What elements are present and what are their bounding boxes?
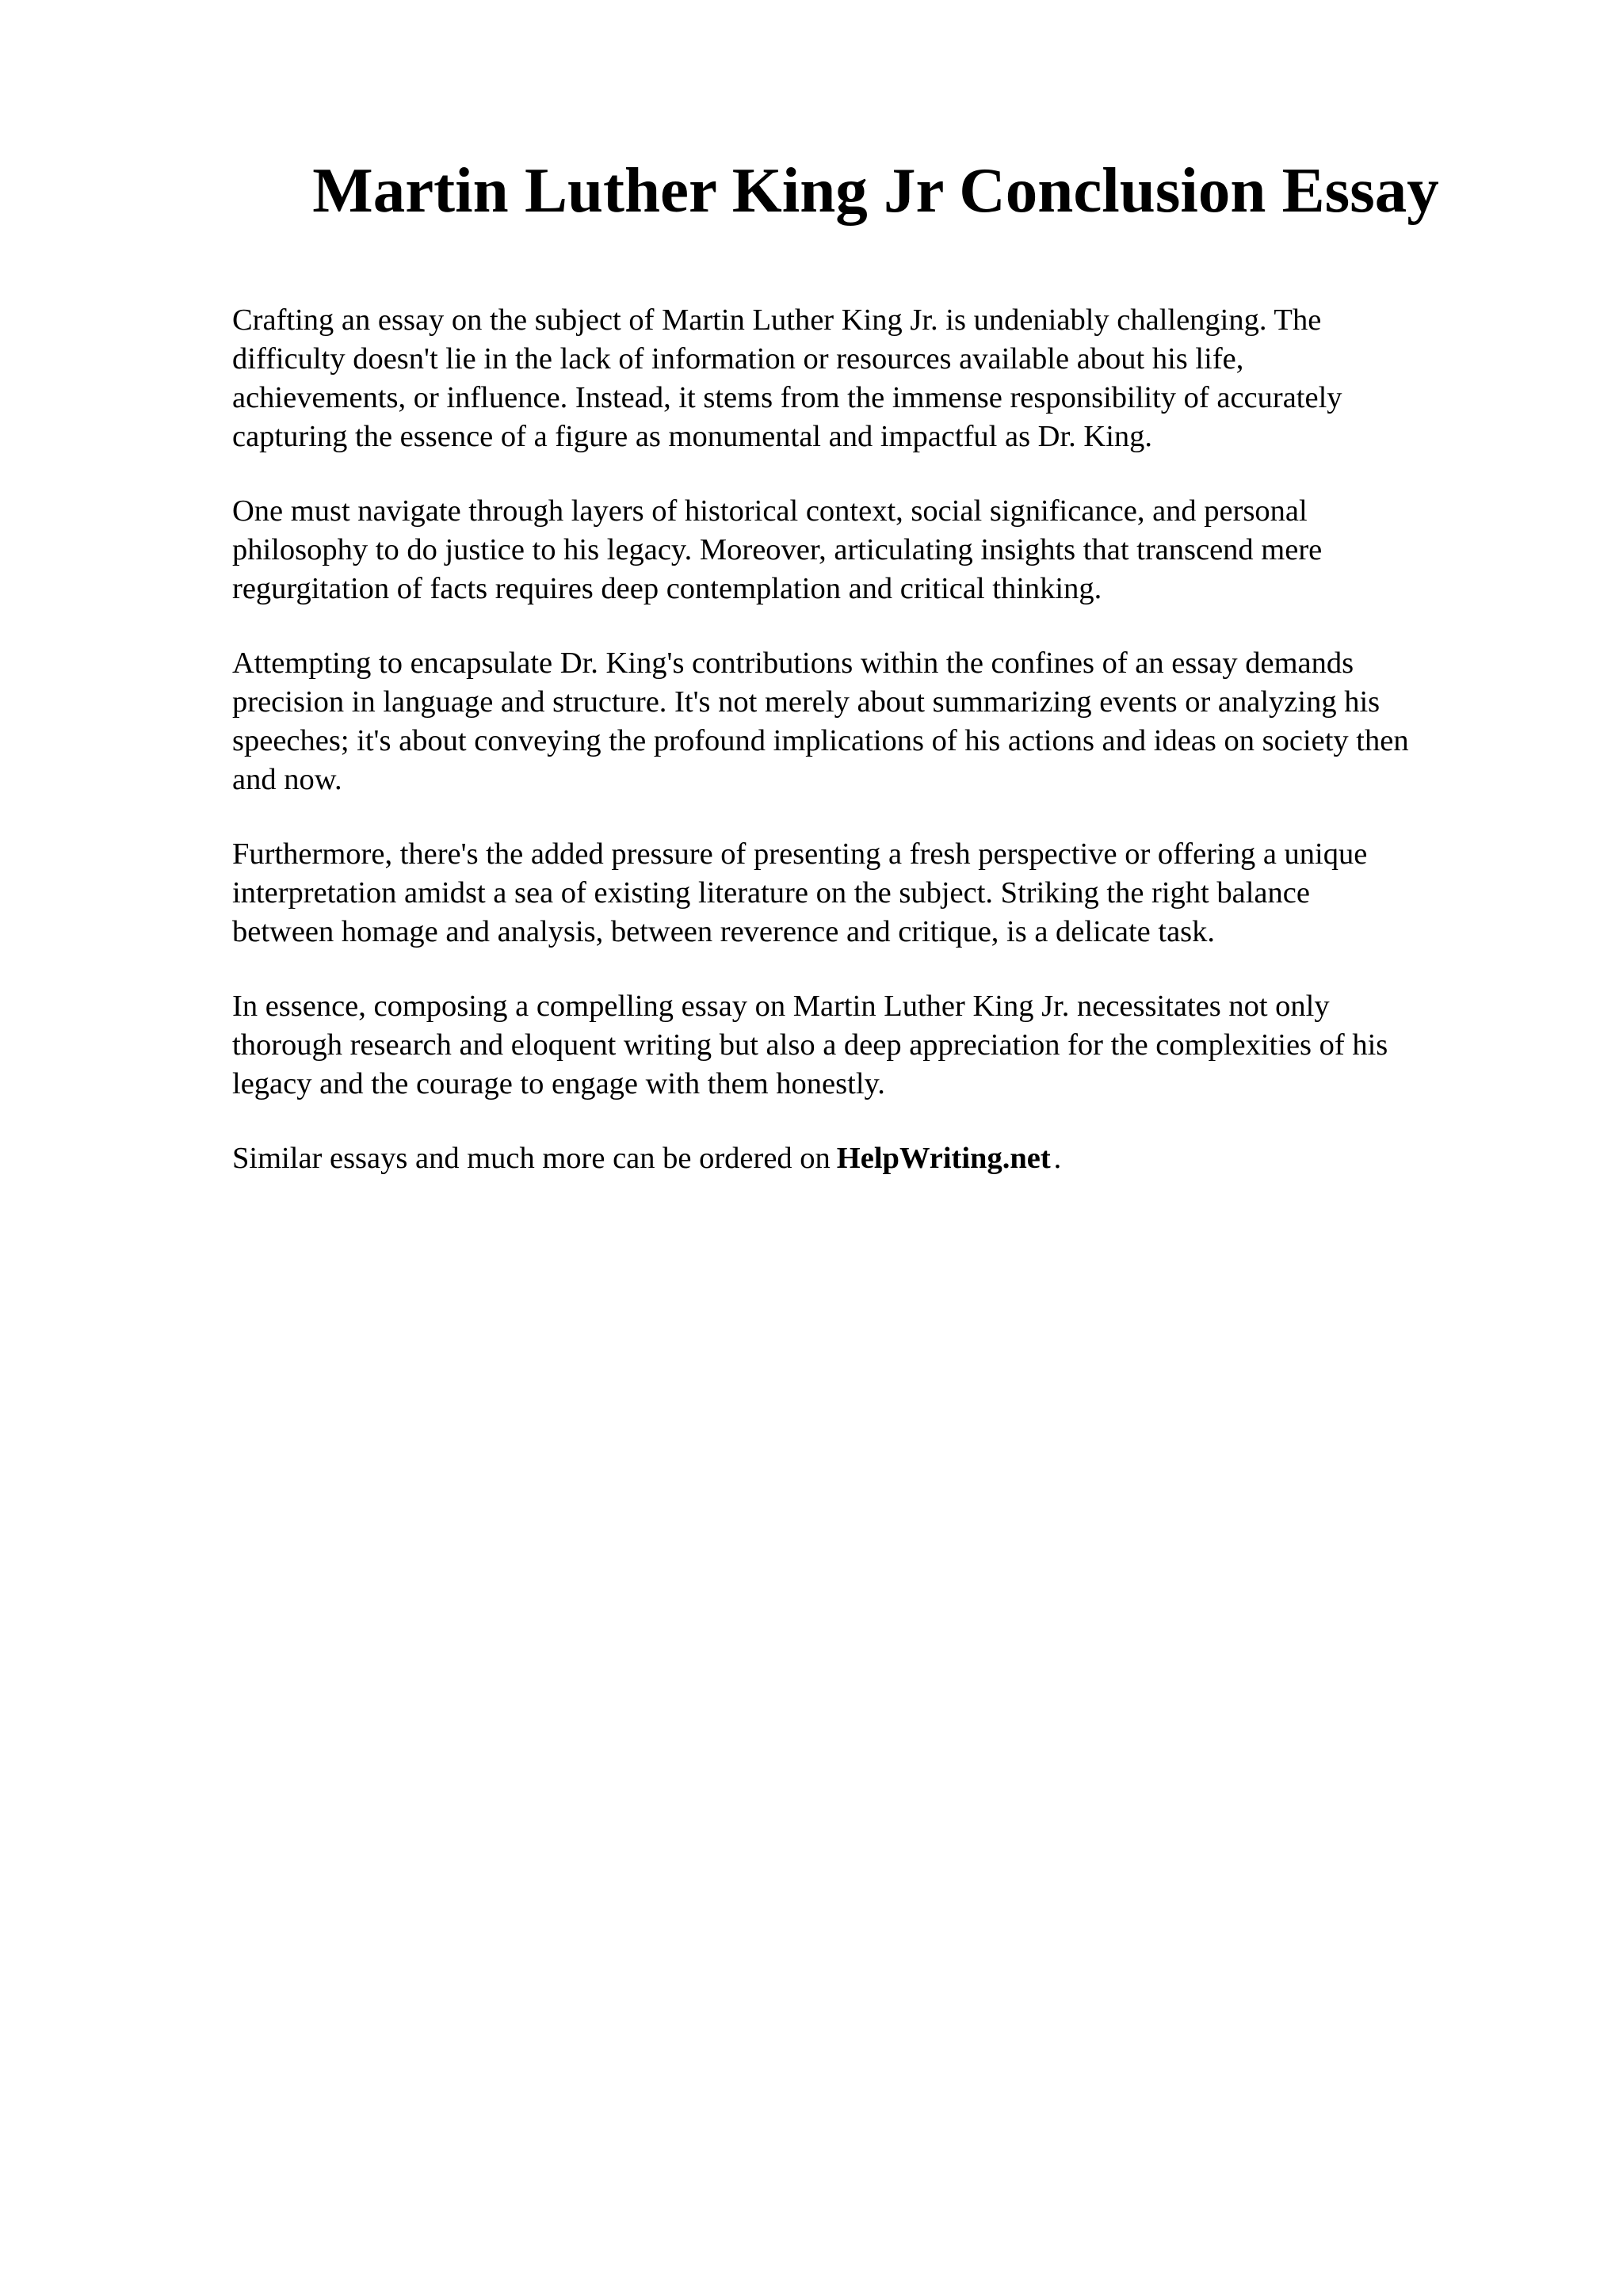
paragraph-line: Furthermore, there's the added pressure of presenting a fresh perspective or offering a unique	[232, 837, 1368, 871]
closing-period: .	[1053, 1142, 1062, 1175]
paragraph-line: Attempting to encapsulate Dr. King's contributions within the confines of an essay demands	[232, 646, 1354, 680]
paragraph-line: speeches; it's about conveying the profound implications of his actions and ideas on society then	[232, 724, 1409, 757]
paragraph-line: thorough research and eloquent writing but also a deep appreciation for the complexities of his	[232, 1028, 1388, 1062]
paragraph-2	[232, 492, 1516, 608]
paragraph-line: difficulty doesn't lie in the lack of information or resources available about his life,	[232, 342, 1244, 376]
paragraph-3	[232, 644, 1516, 799]
closing-paragraph	[232, 1139, 1516, 1178]
paragraph-5	[232, 987, 1516, 1104]
paragraph-line: precision in language and structure. It's not merely about summarizing events or analyzing his	[232, 685, 1381, 719]
essay-body	[232, 301, 1516, 1214]
paragraph-line: philosophy to do justice to his legacy. Moreover, articulating insights that transcend mere	[232, 533, 1323, 566]
paragraph-1	[232, 301, 1516, 456]
paragraph-line: achievements, or influence. Instead, it stems from the immense responsibility of accurately	[232, 381, 1342, 414]
paragraph-line: Crafting an essay on the subject of Martin Luther King Jr. is undeniably challenging. The	[232, 303, 1322, 337]
paragraph-line: and now.	[232, 763, 342, 796]
paragraph-line: capturing the essence of a figure as monumental and impactful as Dr. King.	[232, 420, 1153, 453]
paragraph-4	[232, 835, 1516, 952]
closing-text: Similar essays and much more can be ordered on	[232, 1142, 831, 1175]
paragraph-line: In essence, composing a compelling essay on Martin Luther King Jr. necessitates not only	[232, 990, 1330, 1023]
essay-title: Martin Luther King Jr Conclusion Essay	[312, 154, 1439, 226]
paragraph-line: One must navigate through layers of historical context, social significance, and personal	[232, 494, 1308, 528]
paragraph-line: legacy and the courage to engage with them honestly.	[232, 1067, 885, 1100]
paragraph-line: interpretation amidst a sea of existing literature on the subject. Striking the right balance	[232, 876, 1310, 910]
helpwriting-link[interactable]: HelpWriting.net	[836, 1142, 1051, 1175]
paragraph-line: regurgitation of facts requires deep contemplation and critical thinking.	[232, 572, 1102, 605]
paragraph-line: between homage and analysis, between reverence and critique, is a delicate task.	[232, 915, 1216, 948]
